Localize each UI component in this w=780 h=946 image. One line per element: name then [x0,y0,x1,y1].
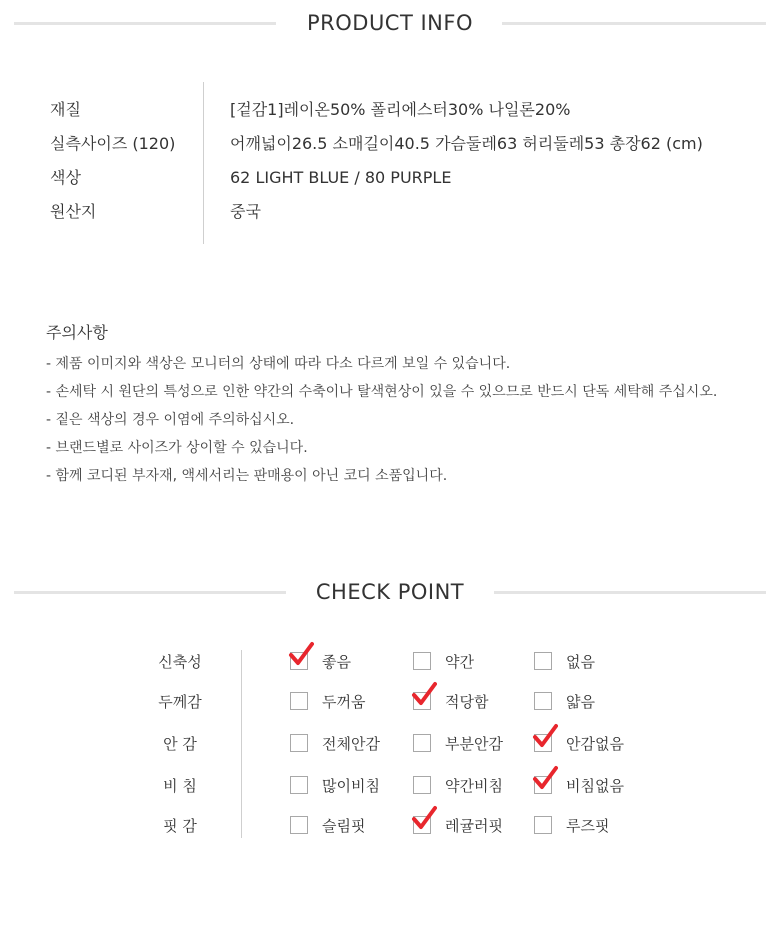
caution-item: - 제품 이미지와 색상은 모니터의 상태에 따라 다소 다르게 보일 수 있습니다. [46,356,511,372]
checkbox[interactable] [413,776,431,794]
info-label: 실측사이즈 (120) [50,134,176,153]
check-point-label: 안 감 [163,735,197,753]
check-point-option-label: 전체안감 [322,735,380,753]
check-point-option-label: 좋음 [322,653,351,671]
check-mark-icon [411,681,437,707]
check-point-table [0,650,780,838]
check-point-option-label: 약간 [445,653,474,671]
info-label: 원산지 [50,202,97,221]
check-mark-icon [288,641,314,667]
product-info-title: PRODUCT INFO [306,11,473,35]
check-point-row [0,771,780,801]
checkbox[interactable] [534,692,552,710]
check-point-label: 비 침 [163,777,197,795]
info-value: 중국 [230,202,261,221]
check-point-option-label: 두꺼움 [322,693,366,711]
check-point-row [0,647,780,677]
info-row-origin [0,195,780,229]
info-row-color [0,161,780,195]
checkbox[interactable] [413,734,431,752]
check-point-option-label: 적당함 [445,693,489,711]
check-point-row [0,811,780,841]
check-point-option-label: 약간비침 [445,777,503,795]
header-rule-right [502,22,766,25]
check-mark-icon [532,765,558,791]
caution-item: - 함께 코디된 부자재, 액세서리는 판매용이 아닌 코디 소품입니다. [46,468,448,484]
checkbox[interactable] [290,776,308,794]
info-value: [겉감1]레이온50% 폴리에스터30% 나일론20% [230,100,571,119]
info-value: 62 LIGHT BLUE / 80 PURPLE [230,168,452,187]
check-point-title: CHECK POINT [315,580,465,604]
info-row-size [0,127,780,161]
check-point-option-label: 부분안감 [445,735,503,753]
info-label: 재질 [50,100,81,119]
check-point-row [0,687,780,717]
check-point-label: 핏 감 [163,817,197,835]
check-mark-icon [532,723,558,749]
caution-item: - 브랜드별로 사이즈가 상이할 수 있습니다. [46,440,308,456]
checkbox[interactable] [290,734,308,752]
check-point-option-label: 안감없음 [566,735,624,753]
caution-notes [46,320,766,490]
check-point-label: 두께감 [158,693,202,711]
check-mark-icon [411,805,437,831]
check-point-option-label: 루즈핏 [566,817,610,835]
check-point-option-label: 없음 [566,653,595,671]
checkbox[interactable] [534,652,552,670]
caution-item: - 손세탁 시 원단의 특성으로 인한 약간의 수축이나 탈색현상이 있을 수 있으므로 반드시 단독 세탁해 주십시오. [46,384,718,400]
check-point-label: 신축성 [158,653,202,671]
checkbox[interactable] [534,816,552,834]
info-row-material [0,93,780,127]
check-point-option-label: 슬림핏 [322,817,366,835]
caution-item: - 짙은 색상의 경우 이염에 주의하십시오. [46,412,295,428]
info-label: 색상 [50,168,81,187]
check-point-option-label: 많이비침 [322,777,380,795]
check-point-row [0,729,780,759]
info-value: 어깨넓이26.5 소매길이40.5 가슴둘레63 허리둘레53 총장62 (cm) [230,134,703,153]
header-rule-right [494,591,766,594]
check-point-option-label: 비침없음 [566,777,624,795]
product-info-table [0,82,780,244]
check-point-option-label: 얇음 [566,693,595,711]
checkbox[interactable] [413,652,431,670]
check-point-option-label: 레귤러핏 [445,817,503,835]
checkbox[interactable] [290,816,308,834]
check-point-header [0,577,780,607]
product-info-header [0,8,780,38]
checkbox[interactable] [290,692,308,710]
caution-heading: 주의사항 [46,323,108,342]
